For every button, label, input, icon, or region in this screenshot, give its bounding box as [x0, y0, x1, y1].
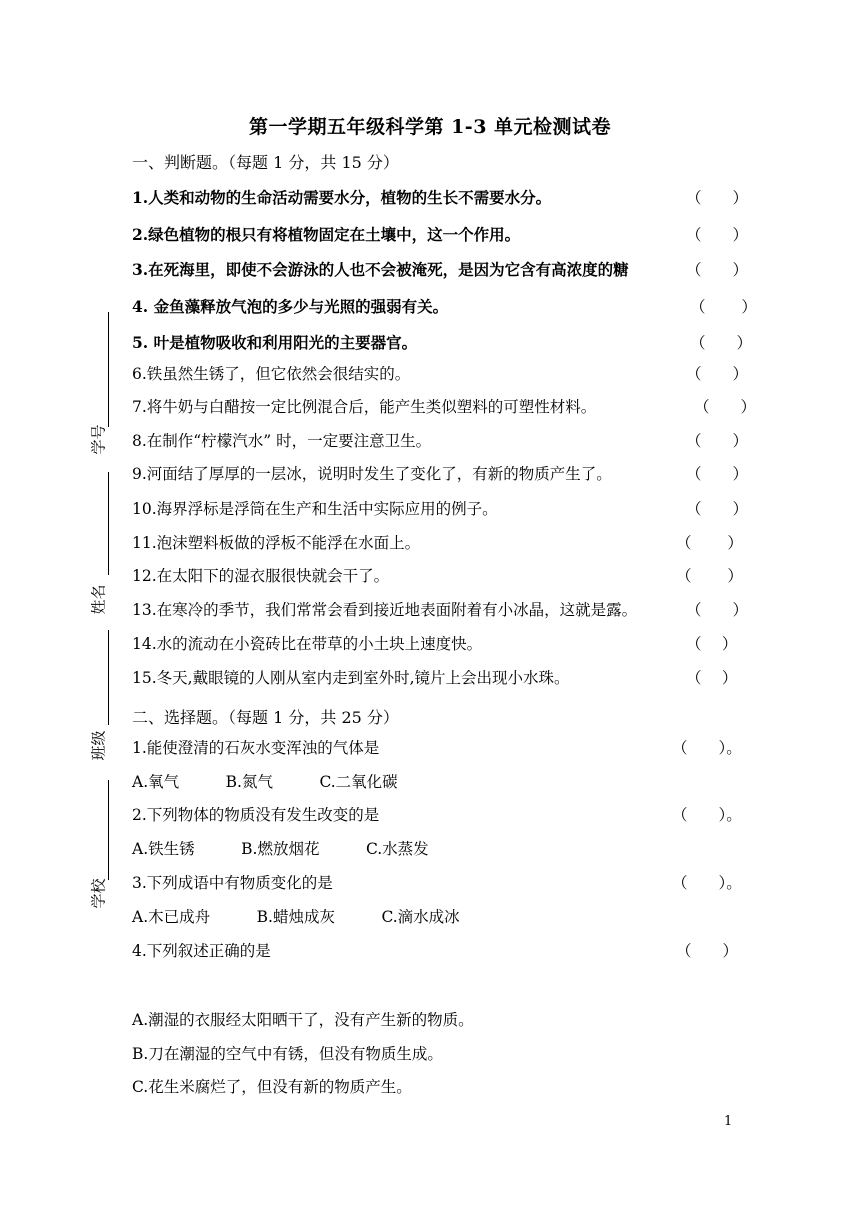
- binding-label-name: 姓名: [89, 584, 108, 615]
- tf-answer-blank-4[interactable]: （ ）: [690, 298, 757, 316]
- tf-question-6: 6.铁虽然生锈了，但它依然会很结实的。: [132, 365, 411, 383]
- tf-question-10: 10.海界浮标是浮筒在生产和生活中实际应用的例子。: [132, 500, 498, 518]
- tf-question-3: 3.在死海里，即使不会游泳的人也不会被淹死，是因为它含有高浓度的糖: [132, 260, 629, 279]
- mc-options-1: A.氧气 B.氮气 C.二氧化碳: [132, 773, 398, 791]
- mc-question-4: 4.下列叙述正确的是: [132, 942, 271, 960]
- binding-label-student-id: 学号: [89, 424, 108, 455]
- tf-answer-blank-7[interactable]: （ ）: [694, 398, 757, 416]
- mc-q4-option-b: B.刀在潮湿的空气中有锈，但没有物质生成。: [132, 1045, 443, 1063]
- tf-answer-blank-8[interactable]: （ ）: [686, 432, 749, 450]
- tf-answer-blank-3[interactable]: （ ）: [686, 261, 749, 279]
- tf-question-15: 15.冬天,戴眼镜的人刚从室内走到室外时,镜片上会出现小水珠。: [132, 669, 570, 687]
- mc-q4-option-c: C.花生米腐烂了，但没有新的物质产生。: [132, 1078, 412, 1096]
- page-number: 1: [724, 1114, 733, 1129]
- binding-line-student-id: [108, 312, 109, 427]
- binding-label-school: 学校: [89, 878, 108, 909]
- tf-question-7: 7.将牛奶与白醋按一定比例混合后，能产生类似塑料的可塑性材料。: [132, 398, 597, 416]
- tf-answer-blank-1[interactable]: （ ）: [686, 189, 749, 207]
- tf-answer-blank-15[interactable]: （ ）: [686, 669, 738, 687]
- binding-line-name: [108, 472, 109, 575]
- tf-question-11: 11.泡沫塑料板做的浮板不能浮在水面上。: [132, 534, 421, 552]
- tf-answer-blank-10[interactable]: （ ）: [686, 500, 749, 518]
- tf-question-5: 5. 叶是植物吸收和利用阳光的主要器官。: [132, 333, 418, 352]
- tf-question-8: 8.在制作“柠檬汽水” 时，一定要注意卫生。: [132, 432, 432, 450]
- tf-answer-blank-5[interactable]: （ ）: [690, 334, 753, 352]
- tf-answer-blank-14[interactable]: （ ）: [686, 635, 738, 653]
- tf-question-12: 12.在太阳下的湿衣服很快就会干了。: [132, 567, 390, 585]
- tf-answer-blank-13[interactable]: （ ）: [686, 601, 749, 619]
- binding-label-class: 班级: [89, 730, 108, 761]
- mc-options-3: A.木已成舟 B.蜡烛成灰 C.滴水成冰: [132, 908, 460, 926]
- mc-q4-option-a: A.潮湿的衣服经太阳晒干了，没有产生新的物质。: [132, 1011, 474, 1029]
- mc-question-2: 2.下列物体的物质没有发生改变的是: [132, 806, 380, 824]
- tf-answer-blank-6[interactable]: （ ）: [686, 365, 749, 383]
- tf-question-1: 1.人类和动物的生命活动需要水分，植物的生长不需要水分。: [132, 188, 552, 207]
- tf-answer-blank-12[interactable]: （ ）: [676, 567, 743, 585]
- mc-question-1: 1.能使澄清的石灰水变浑浊的气体是: [132, 739, 380, 757]
- mc-options-2: A.铁生锈 B.燃放烟花 C.水蒸发: [132, 840, 429, 858]
- tf-answer-blank-9[interactable]: （ ）: [686, 465, 749, 483]
- mc-answer-blank-4[interactable]: （ ）: [676, 942, 739, 960]
- mc-answer-blank-3[interactable]: （ ）。: [672, 874, 742, 892]
- exam-title: 第一学期五年级科学第 1-3 单元检测试卷: [248, 116, 612, 138]
- section-heading-multiple-choice: 二、选择题。（每题 1 分，共 25 分）: [132, 708, 399, 727]
- section-heading-true-false: 一、判断题。（每题 1 分，共 15 分）: [132, 153, 399, 172]
- tf-question-14: 14.水的流动在小瓷砖比在带草的小土块上速度快。: [132, 635, 483, 653]
- mc-question-3: 3.下列成语中有物质变化的是: [132, 874, 333, 892]
- mc-answer-blank-2[interactable]: （ ）。: [672, 806, 742, 824]
- tf-question-4: 4. 金鱼藻释放气泡的多少与光照的强弱有关。: [132, 297, 449, 316]
- tf-answer-blank-11[interactable]: （ ）: [676, 534, 743, 552]
- mc-answer-blank-1[interactable]: （ ）。: [672, 739, 742, 757]
- tf-question-9: 9.河面结了厚厚的一层冰，说明时发生了变化了，有新的物质产生了。: [132, 465, 612, 483]
- tf-question-2: 2.绿色植物的根只有将植物固定在土壤中，这一个作用。: [132, 225, 521, 244]
- tf-question-13: 13.在寒冷的季节，我们常常会看到接近地表面附着有小冰晶，这就是露。: [132, 601, 638, 619]
- binding-line-school: [108, 780, 109, 880]
- binding-line-class: [108, 630, 109, 725]
- tf-answer-blank-2[interactable]: （ ）: [686, 226, 749, 244]
